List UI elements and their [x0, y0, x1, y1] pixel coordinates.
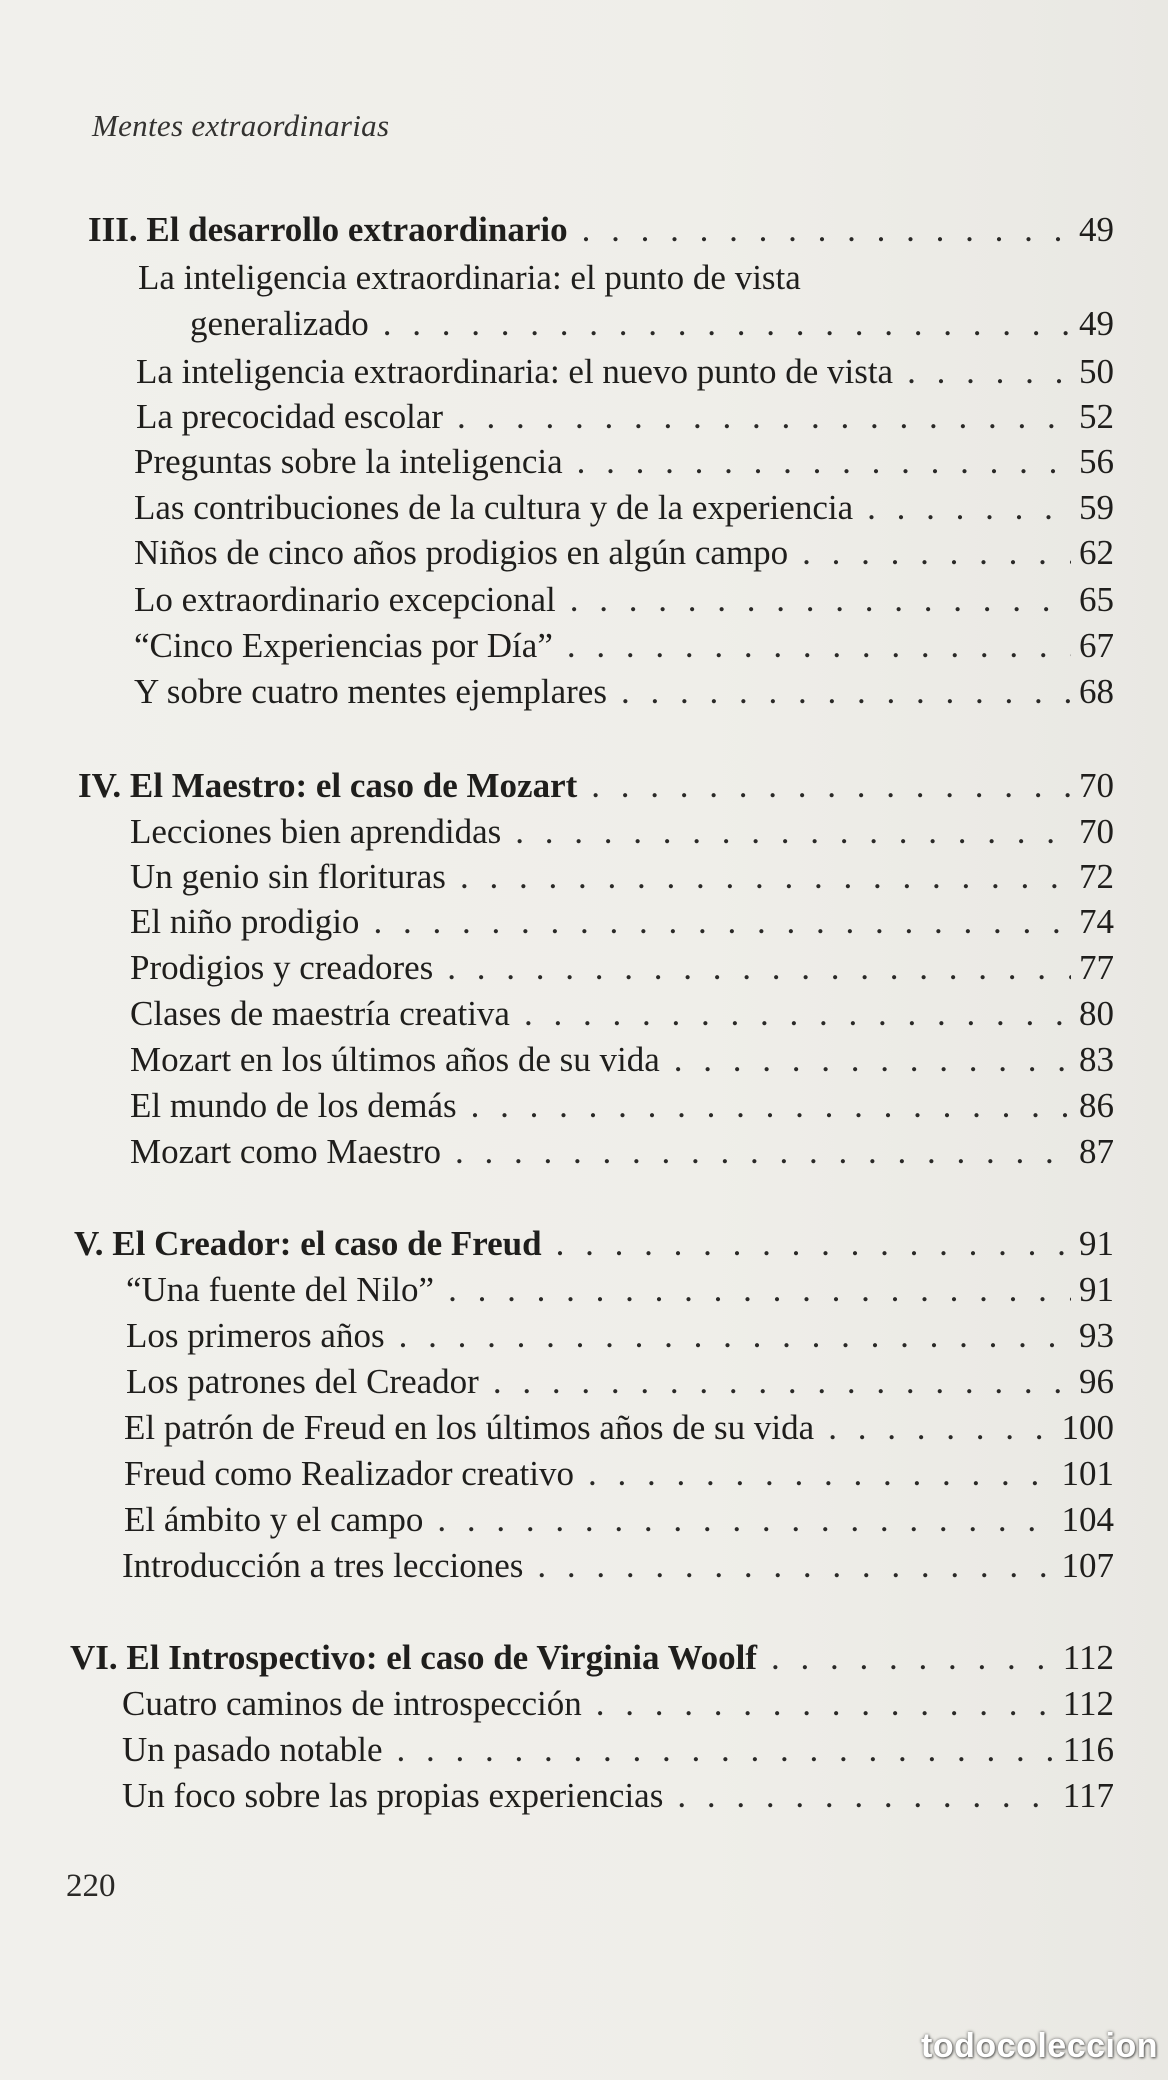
dot-leader: [373, 902, 1071, 942]
page-number: 67: [1079, 626, 1114, 665]
chapter-title: VI. El Introspectivo: el caso de Virginia Woolf: [70, 1638, 758, 1677]
toc-entry: [134, 533, 1114, 573]
dot-leader: [515, 812, 1071, 852]
toc-entry: [136, 397, 1114, 437]
running-head: Mentes extraordinarias: [92, 108, 390, 143]
page-number: 52: [1079, 397, 1114, 436]
page-number: 65: [1079, 580, 1114, 619]
page-number: 70: [1079, 812, 1114, 851]
entry-title: Clases de maestría creativa: [130, 994, 510, 1033]
toc-entry: [126, 1316, 1114, 1356]
dot-leader: [383, 304, 1071, 344]
page-number: 56: [1079, 442, 1114, 481]
toc-entry: [134, 626, 1114, 666]
page-number: 49: [1079, 304, 1114, 343]
page-number: 80: [1079, 994, 1114, 1033]
toc-chapter-heading: [74, 1224, 1114, 1264]
entry-title: Prodigios y creadores: [130, 948, 434, 987]
page-number: 96: [1079, 1362, 1114, 1401]
dot-leader: [457, 397, 1071, 437]
toc-entry: [190, 304, 1114, 344]
entry-title: El patrón de Freud en los últimos años de su vida: [124, 1408, 815, 1447]
toc-entry: [122, 1730, 1114, 1770]
toc-entry: [134, 488, 1114, 528]
toc-entry: [130, 857, 1114, 897]
dot-leader: [399, 1316, 1071, 1356]
chapter-title: III. El desarrollo extraordinario: [88, 210, 568, 249]
toc-chapter-heading: [88, 210, 1114, 250]
entry-title: Los primeros años: [126, 1316, 385, 1355]
page-number: 59: [1079, 488, 1114, 527]
dot-leader: [460, 857, 1071, 897]
page-number: 83: [1079, 1040, 1114, 1079]
entry-title-continuation: generalizado: [190, 304, 369, 343]
page-number: 107: [1061, 1546, 1114, 1585]
page-number: 49: [1079, 210, 1114, 249]
toc-entry: [130, 1040, 1114, 1080]
page-number: 74: [1079, 902, 1114, 941]
dot-leader: [524, 994, 1071, 1034]
toc-entry: [130, 948, 1114, 988]
dot-leader: [396, 1730, 1054, 1770]
entry-title: El ámbito y el campo: [124, 1500, 424, 1539]
entry-title: Y sobre cuatro mentes ejemplares: [134, 672, 607, 711]
dot-leader: [455, 1132, 1071, 1172]
entry-title: El mundo de los demás: [130, 1086, 457, 1125]
toc-entry: [134, 672, 1114, 712]
entry-title: Un genio sin florituras: [130, 857, 446, 896]
toc-chapter-heading: [70, 1638, 1114, 1678]
toc-entry: [124, 1500, 1114, 1540]
chapter-title: IV. El Maestro: el caso de Mozart: [78, 766, 578, 805]
page-number: 86: [1079, 1086, 1114, 1125]
toc-entry: [130, 994, 1114, 1034]
entry-title: Lecciones bien aprendidas: [130, 812, 502, 851]
page-number: 116: [1062, 1730, 1114, 1769]
toc-entry: [136, 352, 1114, 392]
dot-leader: [674, 1040, 1071, 1080]
toc-entry: [122, 1776, 1114, 1816]
toc-entry: [126, 1270, 1114, 1310]
entry-title: Lo extraordinario excepcional: [134, 580, 556, 619]
dot-leader: [828, 1408, 1053, 1448]
page-number: 77: [1079, 948, 1114, 987]
page-number: 101: [1061, 1454, 1114, 1493]
dot-leader: [677, 1776, 1054, 1816]
toc-entry: [122, 1684, 1114, 1724]
dot-leader: [447, 948, 1071, 988]
dot-leader: [588, 1454, 1054, 1494]
dot-leader: [596, 1684, 1055, 1724]
dot-leader: [591, 766, 1071, 806]
dot-leader: [556, 1224, 1071, 1264]
dot-leader: [582, 210, 1071, 250]
entry-title: Preguntas sobre la inteligencia: [134, 442, 563, 481]
dot-leader: [867, 488, 1071, 528]
toc-entry-title-line: La inteligencia extraordinaria: el punto de vista: [138, 258, 801, 297]
entry-title: Mozart en los últimos años de su vida: [130, 1040, 660, 1079]
page-number: 112: [1062, 1684, 1114, 1723]
toc-chapter-heading: [78, 766, 1114, 806]
dot-leader: [493, 1362, 1071, 1402]
dot-leader: [621, 672, 1071, 712]
watermark-logo: todocoleccion: [921, 2027, 1158, 2065]
entry-title: El niño prodigio: [130, 902, 360, 941]
entry-title: Freud como Realizador creativo: [124, 1454, 574, 1493]
dot-leader: [771, 1638, 1055, 1678]
entry-title: “Una fuente del Nilo”: [126, 1270, 435, 1309]
page-number: 93: [1079, 1316, 1114, 1355]
toc-entry: [134, 442, 1114, 482]
entry-title: Introducción a tres lecciones: [122, 1546, 524, 1585]
entry-title: La inteligencia extraordinaria: el nuevo punto de vista: [136, 352, 894, 391]
page-number: 87: [1079, 1132, 1114, 1171]
page-number: 100: [1061, 1408, 1114, 1447]
page-number: 72: [1079, 857, 1114, 896]
toc-entry: [124, 1408, 1114, 1448]
toc-entry: [124, 1454, 1114, 1494]
page-number: 117: [1062, 1776, 1114, 1815]
page-number: 104: [1061, 1500, 1114, 1539]
page-number: 68: [1079, 672, 1114, 711]
entry-title: Las contribuciones de la cultura y de la experiencia: [134, 488, 854, 527]
page-number: 91: [1079, 1224, 1114, 1263]
toc-entry: [130, 902, 1114, 942]
dot-leader: [567, 626, 1071, 666]
page-number: 70: [1079, 766, 1114, 805]
page-number: 50: [1079, 352, 1114, 391]
page-folio: 220: [66, 1868, 116, 1904]
dot-leader: [448, 1270, 1071, 1310]
toc-entry: [134, 580, 1114, 620]
page-number: 112: [1062, 1638, 1114, 1677]
toc-entry: [130, 1132, 1114, 1172]
entry-title: La precocidad escolar: [136, 397, 444, 436]
dot-leader: [907, 352, 1071, 392]
page-number: 91: [1079, 1270, 1114, 1309]
toc-entry: [126, 1362, 1114, 1402]
dot-leader: [577, 442, 1071, 482]
entry-title: Los patrones del Creador: [126, 1362, 479, 1401]
dot-leader: [537, 1546, 1053, 1586]
dot-leader: [437, 1500, 1053, 1540]
toc-entry: [130, 812, 1114, 852]
entry-title: Niños de cinco años prodigios en algún campo: [134, 533, 789, 572]
page-number: 62: [1079, 533, 1114, 572]
toc-entry: [130, 1086, 1114, 1126]
dot-leader: [471, 1086, 1071, 1126]
dot-leader: [802, 533, 1071, 573]
entry-title: Un foco sobre las propias experiencias: [122, 1776, 664, 1815]
entry-title: Cuatro caminos de introspección: [122, 1684, 582, 1723]
chapter-title: V. El Creador: el caso de Freud: [74, 1224, 542, 1263]
entry-title: Un pasado notable: [122, 1730, 383, 1769]
entry-title: Mozart como Maestro: [130, 1132, 442, 1171]
toc-entry: [122, 1546, 1114, 1586]
dot-leader: [570, 580, 1071, 620]
entry-title: “Cinco Experiencias por Día”: [134, 626, 553, 665]
